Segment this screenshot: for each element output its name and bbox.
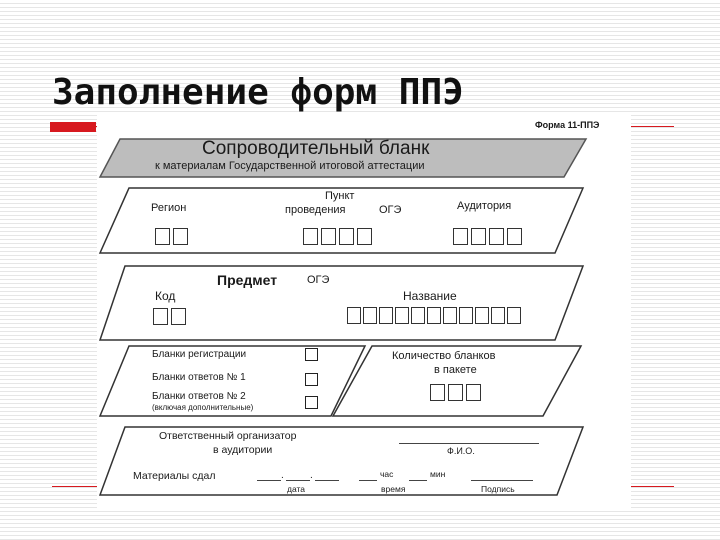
letter-box[interactable] [379,307,393,324]
digit-box[interactable] [321,228,336,245]
digit-box[interactable] [507,228,522,245]
fio-label: Ф.И.О. [447,446,475,456]
name-label: Название [403,289,457,303]
answers2-blanks-note: (включая дополнительные) [152,403,254,412]
signature-label: Подпись [481,484,515,494]
fio-line[interactable] [399,443,539,444]
digit-box[interactable] [339,228,354,245]
digit-box[interactable] [357,228,372,245]
name-boxes[interactable] [347,307,521,324]
subject-value: ОГЭ [307,274,330,286]
subject-title: Предмет [217,272,278,288]
answers1-blanks-checkbox[interactable] [305,373,318,386]
auditorium-boxes[interactable] [453,228,522,245]
answers1-blanks-label: Бланки ответов № 1 [152,372,246,383]
responsible-label-line1: Ответственный организатор [159,430,297,442]
region-label: Регион [151,202,187,214]
count-label-line1: Количество бланков [392,350,496,362]
digit-box[interactable] [453,228,468,245]
letter-box[interactable] [411,307,425,324]
count-boxes[interactable] [430,384,481,401]
region-boxes[interactable] [155,228,188,245]
registration-blanks-checkbox[interactable] [305,348,318,361]
digit-box[interactable] [430,384,445,401]
point-label-line2: проведения [285,204,346,216]
digit-box[interactable] [471,228,486,245]
digit-box[interactable] [171,308,186,325]
auditorium-label: Аудитория [457,200,512,212]
signature-line[interactable] [471,480,533,481]
letter-box[interactable] [491,307,505,324]
letter-box[interactable] [459,307,473,324]
letter-box[interactable] [395,307,409,324]
date-year-line[interactable] [315,480,339,481]
count-label-line2: в пакете [434,364,477,376]
letter-box[interactable] [427,307,441,324]
form-header-subtitle: к материалам Государственной итоговой аттестации [155,160,425,172]
date-day-line[interactable] [257,480,281,481]
form-11-ppe [97,114,631,510]
point-label-line1: Пункт [325,190,355,202]
letter-box[interactable] [475,307,489,324]
code-boxes[interactable] [153,308,186,325]
form-header-title: Сопроводительный бланк [202,138,430,159]
subject-frame [100,266,583,340]
digit-box[interactable] [489,228,504,245]
hour-line[interactable] [359,480,377,481]
letter-box[interactable] [347,307,361,324]
point-value: ОГЭ [379,204,402,216]
letter-box[interactable] [443,307,457,324]
responsible-label-line2: в аудитории [213,444,273,456]
handed-label: Материалы сдал [133,470,216,482]
minute-line[interactable] [409,480,427,481]
answers2-blanks-label: Бланки ответов № 2 [152,391,246,402]
letter-box[interactable] [363,307,377,324]
digit-box[interactable] [303,228,318,245]
answers2-blanks-checkbox[interactable] [305,396,318,409]
minute-label: мин [430,469,446,479]
digit-box[interactable] [466,384,481,401]
hour-label: час [380,469,394,479]
date-month-line[interactable] [286,480,310,481]
point-boxes[interactable] [303,228,372,245]
digit-box[interactable] [153,308,168,325]
digit-box[interactable] [173,228,188,245]
date-label: дата [287,484,306,494]
letter-box[interactable] [507,307,521,324]
time-label: время [381,484,406,494]
digit-box[interactable] [155,228,170,245]
date-dot: . [310,470,313,481]
slide-title: Заполнение форм ППЭ [52,72,464,113]
date-dot: . [281,470,284,481]
digit-box[interactable] [448,384,463,401]
registration-blanks-label: Бланки регистрации [152,349,247,360]
code-label: Код [155,289,176,303]
title-accent-bar [50,122,96,132]
form-code: Форма 11-ППЭ [535,120,600,130]
